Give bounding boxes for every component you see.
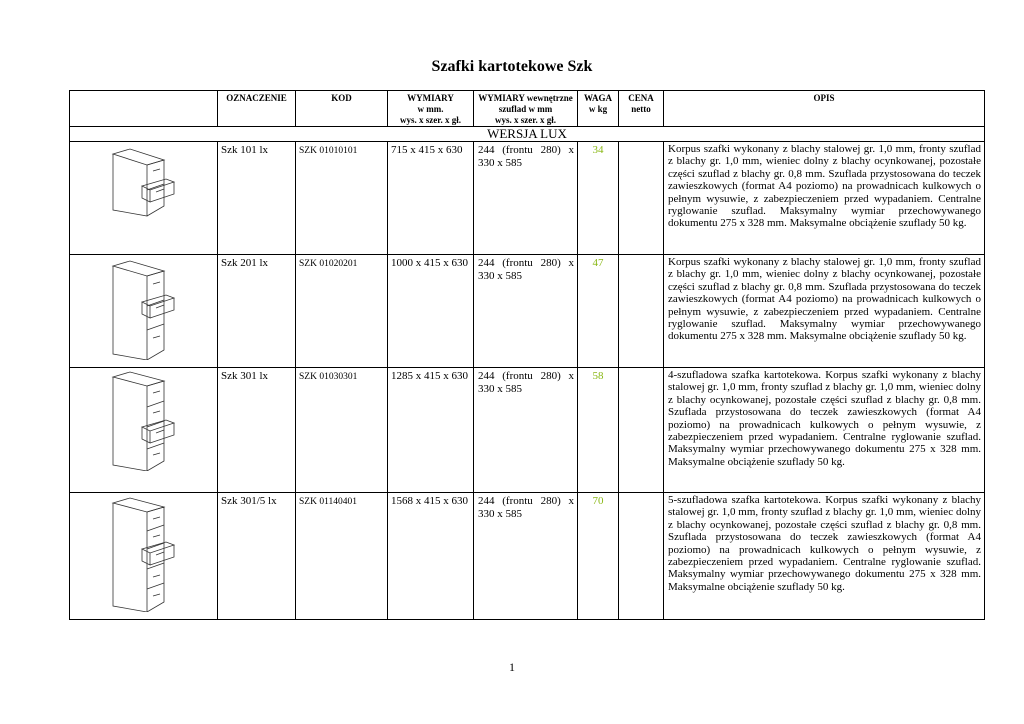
page-number: 1 [509, 660, 515, 674]
product-code: SZK 01010101 [296, 142, 388, 255]
version-row [70, 127, 985, 142]
product-inner-dimensions: 244 (frontu 280) x 330 x 585 [474, 368, 578, 493]
product-price [619, 368, 664, 493]
page-title: Szafki kartotekowe Szk [431, 58, 593, 75]
product-dimensions: 715 x 415 x 630 [388, 142, 474, 255]
product-price [619, 142, 664, 255]
product-price [619, 255, 664, 368]
product-image-cell [70, 368, 218, 493]
product-weight: 70 [578, 493, 619, 620]
table-row [70, 255, 985, 368]
header-wymiary-wewnetrzne: WYMIARY wewnętrzne szuflad w mm wys. x szer. x gł. [474, 91, 578, 127]
product-dimensions: 1285 x 415 x 630 [388, 368, 474, 493]
product-description: Korpus szafki wykonany z blachy stalowej gr. 1,0 mm, fronty szuflad z blachy gr. 1,0 mm, wieniec dolny z blachy ocynkowanej, pozostałe części szuflad z blachy gr. 0,8 mm. Szuflada przystosowana do teczek zawieszkowych (format A4 poziomo) na prowadnicach kulkowych o pełnym wysuwie, z zabezpieczeniem przed wypadaniem. Centralne ryglowanie szuflad. Maksymalny wymiar przechowywanego dokumentu 275 x 328 mm. Maksymalne obciążenie szuflady 50 kg. [664, 142, 985, 255]
version-label: WERSJA LUX [70, 127, 985, 142]
product-inner-dimensions: 244 (frontu 280) x 330 x 585 [474, 255, 578, 368]
product-image-cell [70, 142, 218, 255]
product-dimensions: 1568 x 415 x 630 [388, 493, 474, 620]
table-row [70, 493, 985, 620]
product-dimensions: 1000 x 415 x 630 [388, 255, 474, 368]
product-code: SZK 01030301 [296, 368, 388, 493]
product-name: Szk 201 lx [218, 255, 296, 368]
header-cena: CENA netto [619, 91, 664, 127]
header-image [70, 91, 218, 127]
product-weight: 47 [578, 255, 619, 368]
product-inner-dimensions: 244 (frontu 280) x 330 x 585 [474, 142, 578, 255]
product-name: Szk 301/5 lx [218, 493, 296, 620]
product-image-cell [70, 255, 218, 368]
header-kod: KOD [296, 91, 388, 127]
product-code: SZK 01140401 [296, 493, 388, 620]
product-weight: 58 [578, 368, 619, 493]
header-waga: WAGA w kg [578, 91, 619, 127]
product-description: Korpus szafki wykonany z blachy stalowej gr. 1,0 mm, fronty szuflad z blachy gr. 1,0 mm, wieniec dolny z blachy ocynkowanej, pozostałe części szuflad z blachy gr. 0,8 mm. Szuflada przystosowana do teczek zawieszkowych (format A4 poziomo) na prowadnicach kulkowych o pełnym wysuwie, z zabezpieczeniem przed wypadaniem. Centralne ryglowanie szuflad. Maksymalny wymiar przechowywanego dokumentu 275 x 328 mm. Maksymalne obciążenie szuflady 50 kg. [664, 255, 985, 368]
product-code: SZK 01020201 [296, 255, 388, 368]
product-image-cell [70, 493, 218, 620]
header-row [70, 91, 985, 127]
product-description: 4-szufladowa szafka kartotekowa. Korpus szafki wykonany z blachy stalowej gr. 1,0 mm, fronty szuflad z blachy gr. 1,0 mm, wieniec dolny z blachy ocynkowanej, pozostałe części szuflad z blachy gr. 0,8 mm. Szuflada przystosowana do teczek zawieszkowych (format A4 poziomo) na prowadnicach kulkowych o pełnym wysuwie, z zabezpieczeniem przed wypadaniem. Centralne ryglowanie szuflad. Maksymalny wymiar przechowywanego dokumentu 275 x 328 mm. Maksymalne obciążenie szuflady 50 kg. [664, 368, 985, 493]
header-opis: OPIS [664, 91, 985, 127]
cabinet-2-drawer-icon [108, 148, 178, 218]
table-row [70, 368, 985, 493]
product-description: 5-szufladowa szafka kartotekowa. Korpus szafki wykonany z blachy stalowej gr. 1,0 mm, fronty szuflad z blachy gr. 1,0 mm, wieniec dolny z blachy ocynkowanej, pozostałe części szuflad z blachy gr. 0,8 mm. Szuflada przystosowana do teczek zawieszkowych (format A4 poziomo) na prowadnicach kulkowych o pełnym wysuwie, z zabezpieczeniem przed wypadaniem. Centralne ryglowanie szuflad. Maksymalny wymiar przechowywanego dokumentu 275 x 328 mm. Maksymalne obciążenie szuflady 50 kg. [664, 493, 985, 620]
header-oznaczenie: OZNACZENIE [218, 91, 296, 127]
cabinet-4-drawer-icon [108, 371, 178, 471]
header-wymiary: WYMIARY w mm. wys. x szer. x gł. [388, 91, 474, 127]
table-row [70, 142, 985, 255]
product-price [619, 493, 664, 620]
product-name: Szk 301 lx [218, 368, 296, 493]
product-name: Szk 101 lx [218, 142, 296, 255]
product-inner-dimensions: 244 (frontu 280) x 330 x 585 [474, 493, 578, 620]
product-table [69, 90, 985, 620]
product-weight: 34 [578, 142, 619, 255]
cabinet-3-drawer-icon [108, 260, 178, 360]
cabinet-5-drawer-icon [108, 497, 178, 612]
